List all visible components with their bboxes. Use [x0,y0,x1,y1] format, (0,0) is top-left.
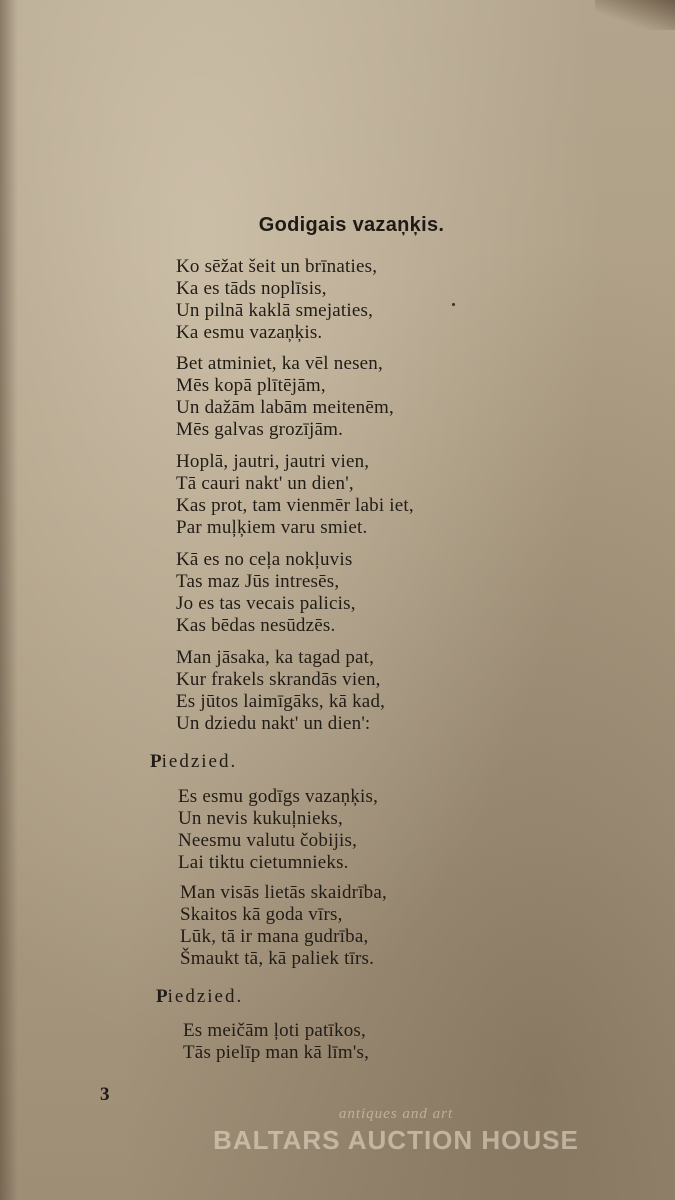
stanza-line: Man visās lietās skaidrība, [180,882,387,903]
stanza-line: Lai tiktu cietumnieks. [178,852,349,873]
stanza-7 [180,882,387,970]
stanza-line: Bet atminiet, ka vēl nesen, [176,353,383,374]
watermark-tagline: antiques and art [338,1106,454,1122]
stanza-line: Mēs galvas grozījām. [176,419,344,440]
stanza-6 [178,786,378,874]
refrain-label: Piedzied. [156,986,244,1007]
stanza-line: Šmaukt tā, kā paliek tīrs. [180,948,375,969]
ink-speck [452,303,455,306]
page-corner-fold [595,0,675,30]
page-shadow-edge [0,0,18,1200]
stanza-line: Es jūtos laimīgāks, kā kad, [176,691,386,712]
stanza-line: Jo es tas vecais palicis, [176,593,356,614]
stanza-line: Mēs kopā plītējām, [176,375,326,396]
stanza-line: Un pilnā kaklā smejaties, [176,300,374,321]
stanza-line: Tas maz Jūs intresēs, [176,571,340,592]
stanza-line: Neesmu valutu čobijis, [178,830,358,851]
poem-title: Godigais vazaņķis. [258,214,445,236]
refrain-label: Piedzied. [150,751,238,772]
stanza-line: Kas bēdas nesūdzēs. [176,615,336,636]
stanza-4 [176,549,356,637]
stanza-line: Tā cauri nakt' un dien', [176,473,354,494]
stanza-line: Un dažām labām meitenēm, [176,397,394,418]
stanza-5 [176,647,385,735]
stanza-line: Es meičām ļoti patīkos, [183,1020,366,1041]
stanza-line: Kas prot, tam vienmēr labi iet, [176,495,414,516]
stanza-line: Kā es no ceļa nokļuvis [176,549,353,570]
stanza-line: Un nevis kukuļnieks, [178,808,343,829]
stanza-line: Ka es tāds noplīsis, [176,278,327,299]
stanza-line: Skaitos kā goda vīrs, [180,904,343,925]
auction-watermark [176,1106,616,1156]
stanza-line: Par muļķiem varu smiet. [176,517,368,538]
stanza-3 [176,451,414,539]
stanza-line: Tās pielīp man kā līm's, [183,1042,370,1063]
stanza-line: Ko sēžat šeit un brīnaties, [176,256,378,277]
stanza-line: Lūk, tā ir mana gudrība, [180,926,369,947]
stanza-line: Ka esmu vazaņķis. [176,322,323,343]
stanza-line: Hoplā, jautri, jautri vien, [176,451,370,472]
stanza-1 [176,256,377,344]
stanza-line: Man jāsaka, ka tagad pat, [176,647,375,668]
stanza-2 [176,353,394,441]
stanza-line: Un dziedu nakt' un dien': [176,713,371,734]
stanza-8 [183,1020,369,1064]
watermark-name: BALTARS AUCTION HOUSE [213,1125,579,1155]
page-number: 3 [100,1084,110,1105]
stanza-line: Es esmu godīgs vazaņķis, [178,786,379,807]
stanza-line: Kur frakels skrandās vien, [176,669,381,690]
